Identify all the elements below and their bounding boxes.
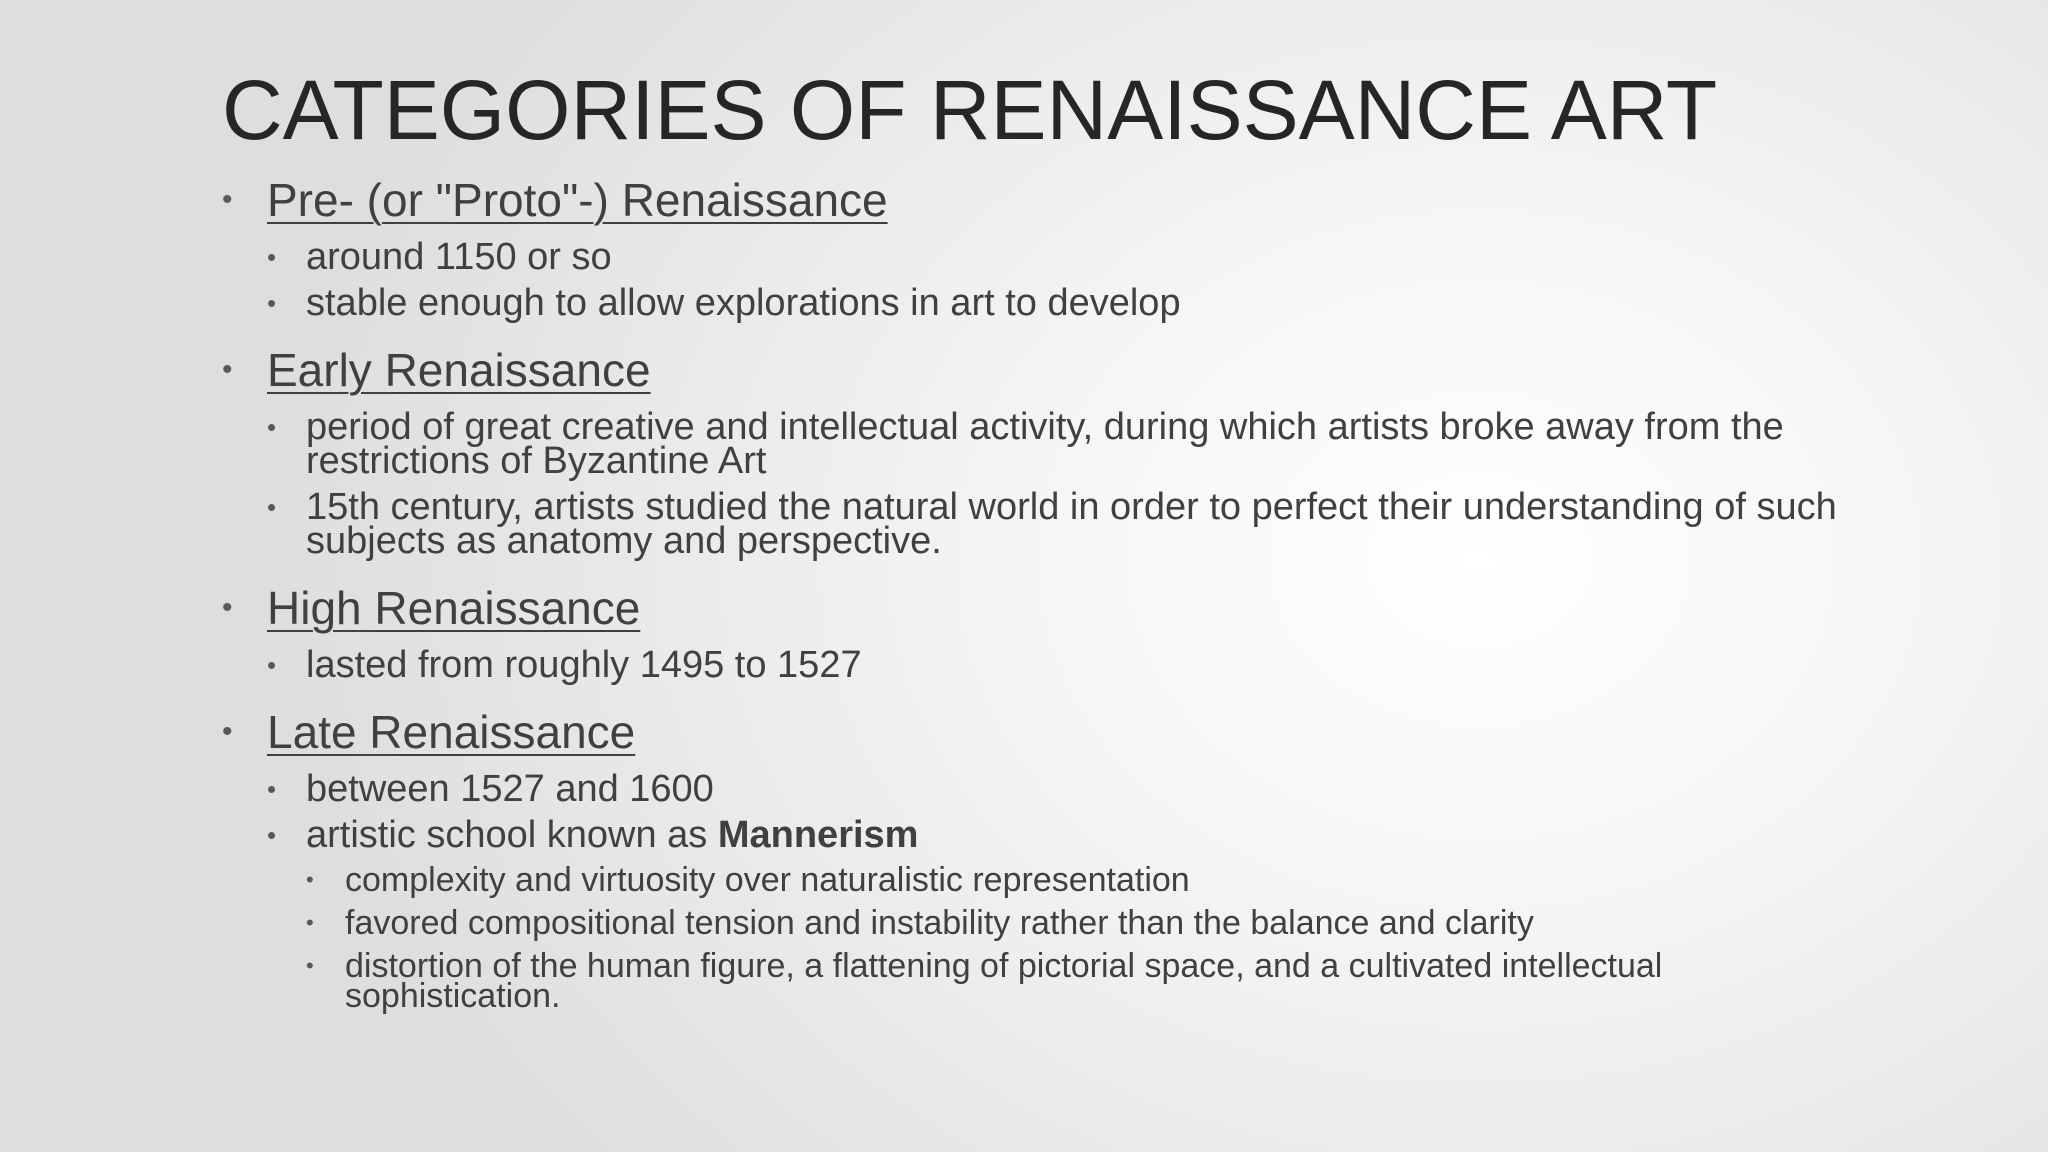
list-subitem bbox=[306, 904, 1842, 942]
item-text: artistic school known as bbox=[306, 814, 718, 856]
bullet-icon: • bbox=[267, 820, 277, 850]
bullet-icon: • bbox=[267, 288, 277, 318]
item-text: stable enough to allow explorations in art to develop bbox=[306, 282, 1181, 324]
item-text: between 1527 and 1600 bbox=[306, 768, 714, 810]
heading-row bbox=[222, 172, 1842, 228]
heading-link[interactable]: Pre- (or "Proto"-) Renaissance bbox=[267, 174, 888, 226]
list-item bbox=[267, 236, 1842, 278]
section-pre-renaissance bbox=[222, 172, 1842, 324]
bullet-icon: • bbox=[222, 715, 233, 748]
heading-row bbox=[222, 580, 1842, 636]
bullet-icon: • bbox=[222, 353, 233, 386]
item-bold-term: Mannerism bbox=[717, 814, 919, 856]
subitem-text: complexity and virtuosity over naturalistic representation bbox=[345, 861, 1190, 899]
section-early-renaissance bbox=[222, 342, 1842, 562]
section-late-renaissance bbox=[222, 704, 1842, 1015]
subitem-text: distortion of the human figure, a flattening of pictorial space, and a cultivated intellectual sophistication. bbox=[345, 947, 1663, 1015]
bullet-icon: • bbox=[306, 953, 314, 978]
list-item bbox=[267, 644, 1842, 686]
subitem-text: favored compositional tension and instability rather than the balance and clarity bbox=[345, 904, 1534, 942]
item-text: lasted from roughly 1495 to 1527 bbox=[306, 644, 862, 686]
bullet-icon: • bbox=[267, 650, 277, 680]
bullet-icon: • bbox=[306, 867, 314, 892]
list-item bbox=[267, 486, 1842, 562]
bullet-icon: • bbox=[267, 242, 277, 272]
section-high-renaissance bbox=[222, 580, 1842, 686]
list-item bbox=[267, 814, 1842, 856]
heading-link[interactable]: Early Renaissance bbox=[267, 344, 651, 396]
list-item bbox=[267, 406, 1842, 482]
bullet-icon: • bbox=[267, 412, 277, 442]
bullet-icon: • bbox=[267, 492, 277, 522]
bullet-icon: • bbox=[222, 591, 233, 624]
bullet-icon: • bbox=[306, 910, 314, 935]
list-item bbox=[267, 768, 1842, 810]
slide-title: CATEGORIES OF RENAISSANCE ART bbox=[222, 63, 1718, 157]
list-item bbox=[267, 282, 1842, 324]
item-text: around 1150 or so bbox=[306, 236, 612, 278]
heading-link[interactable]: High Renaissance bbox=[267, 582, 641, 634]
heading-link[interactable]: Late Renaissance bbox=[267, 706, 636, 758]
item-text: period of great creative and intellectual activity, during which artists broke away from the restrictions of Byzantine Art bbox=[306, 406, 1784, 482]
bullet-icon: • bbox=[222, 183, 233, 216]
slide-content bbox=[222, 172, 1842, 1033]
bullet-icon: • bbox=[267, 774, 277, 804]
item-text: 15th century, artists studied the natural world in order to perfect their understanding of such subjects as anatomy and perspective. bbox=[306, 486, 1837, 562]
heading-row bbox=[222, 704, 1842, 760]
heading-row bbox=[222, 342, 1842, 398]
list-subitem bbox=[306, 861, 1842, 899]
list-subitem bbox=[306, 947, 1842, 1015]
